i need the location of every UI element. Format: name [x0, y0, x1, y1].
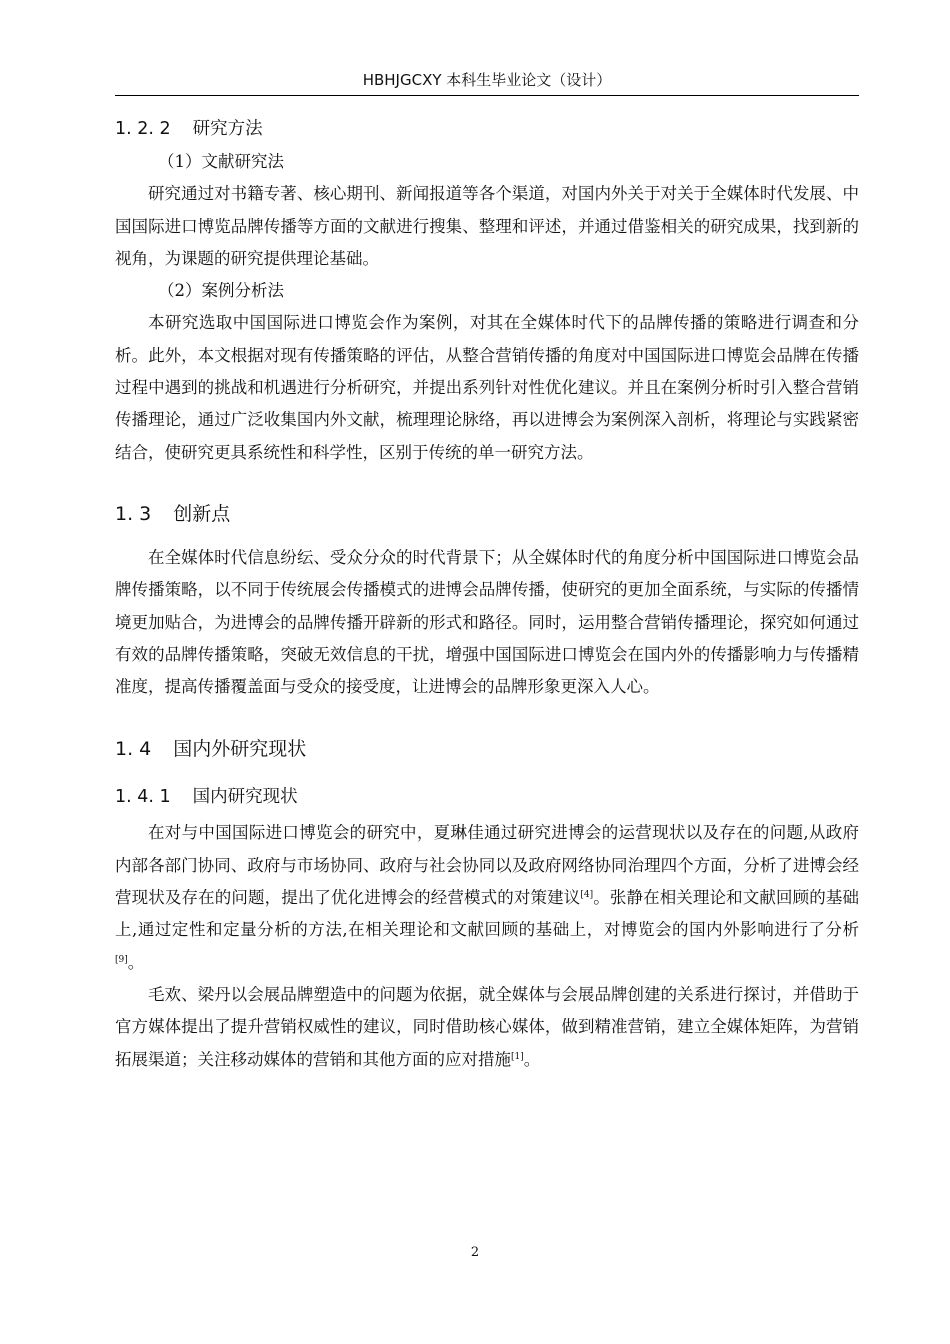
heading-1-4 — [115, 731, 859, 767]
heading-title: 国内研究现状 — [192, 787, 298, 808]
page-header — [115, 68, 859, 96]
heading-title: 国内外研究现状 — [173, 738, 307, 761]
paragraph: 研究通过对书籍专著、核心期刊、新闻报道等各个渠道，对国内外关于对关于全媒体时代发展、中国国际进口博览品牌传播等方面的文献进行搜集、整理和评述，并通过借鉴相关的研究成果，找到新的视角，为课题的研究提供理论基础。 — [115, 184, 859, 268]
paragraph-text: 在对与中国国际进口博览会的研究中，夏琳佳通过研究进博会的运营现状以及存在的问题,从政府内部各部门协同、政府与市场协同、政府与社会协同以及政府网络协同治理四个方面，分析了进博会经营现状及存在的问题，提出了优化进博会的经营模式的对策建议 — [115, 823, 859, 908]
heading-1-2-2 — [115, 112, 859, 146]
heading-1-3 — [115, 496, 859, 532]
paragraph — [115, 979, 859, 1076]
heading-number: 1. 2. 2 — [115, 119, 171, 139]
document-body — [115, 112, 859, 1076]
paragraph-text: 毛欢、梁丹以会展品牌塑造中的问题为依据，就全媒体与会展品牌创建的关系进行探讨，并借助于官方媒体提出了提升营销权威性的建议，同时借助核心媒体，做到精准营销，建立全媒体矩阵，为营销拓展渠道；关注移动媒体的营销和其他方面的应对措施 — [115, 984, 859, 1069]
citation-9[interactable]: [9] — [115, 954, 128, 965]
heading-title: 研究方法 — [192, 119, 263, 139]
page-number: 2 — [470, 1245, 480, 1260]
paragraph-text: 。张静在相关理论和文献回顾的基础上,通过定性和定量分析的方法,在相关理论和文献回顾的基础上，对博览会的国内外影响进行了分析 — [115, 888, 860, 940]
citation-1[interactable]: [1] — [511, 1051, 524, 1062]
paragraph-text: 。 — [523, 1049, 541, 1069]
paragraph: 在全媒体时代信息纷纭、受众分众的时代背景下；从全媒体时代的角度分析中国国际进口博览会品牌传播策略，以不同于传统展会传播模式的进博会品牌传播，使研究的更加全面系统，与实际的传播情境更加贴合，为进博会的品牌传播开辟新的形式和路径。同时，运用整合营销传播理论，探究如何通过有效的品牌传播策略，突破无效信息的干扰，增强中国国际进口博览会在国内外的传播影响力与传播精准度，提高传播覆盖面与受众的接受度，让进博会的品牌形象更深入人心。 — [115, 547, 859, 697]
heading-title: 创新点 — [173, 502, 231, 525]
paragraph-text: 。 — [127, 952, 145, 972]
paragraph — [115, 817, 859, 978]
heading-1-4-1 — [115, 780, 859, 814]
heading-number: 1. 4. 1 — [115, 787, 171, 808]
citation-4[interactable]: [4] — [580, 890, 594, 901]
paragraph: 本研究选取中国国际进口博览会作为案例，对其在全媒体时代下的品牌传播的策略进行调查和分析。此外，本文根据对现有传播策略的评估，从整合营销传播的角度对中国国际进口博览会品牌在传播过程中遇到的挑战和机遇进行分析研究，并提出系列针对性优化建议。并且在案例分析时引入整合营销传播理论，通过广泛收集国内外文献，梳理理论脉络，再以进博会为案例深入剖析，将理论与实践紧密结合，使研究更具系统性和科学性，区别于传统的单一研究方法。 — [115, 313, 859, 462]
heading-number: 1. 3 — [115, 502, 152, 525]
subheading-literature-method: （1）文献研究法 — [158, 152, 284, 171]
header-title: HBHJGCXY 本科生毕业论文（设计） — [362, 71, 612, 89]
heading-number: 1. 4 — [115, 738, 152, 761]
subheading-case-method: （2）案例分析法 — [158, 281, 284, 301]
